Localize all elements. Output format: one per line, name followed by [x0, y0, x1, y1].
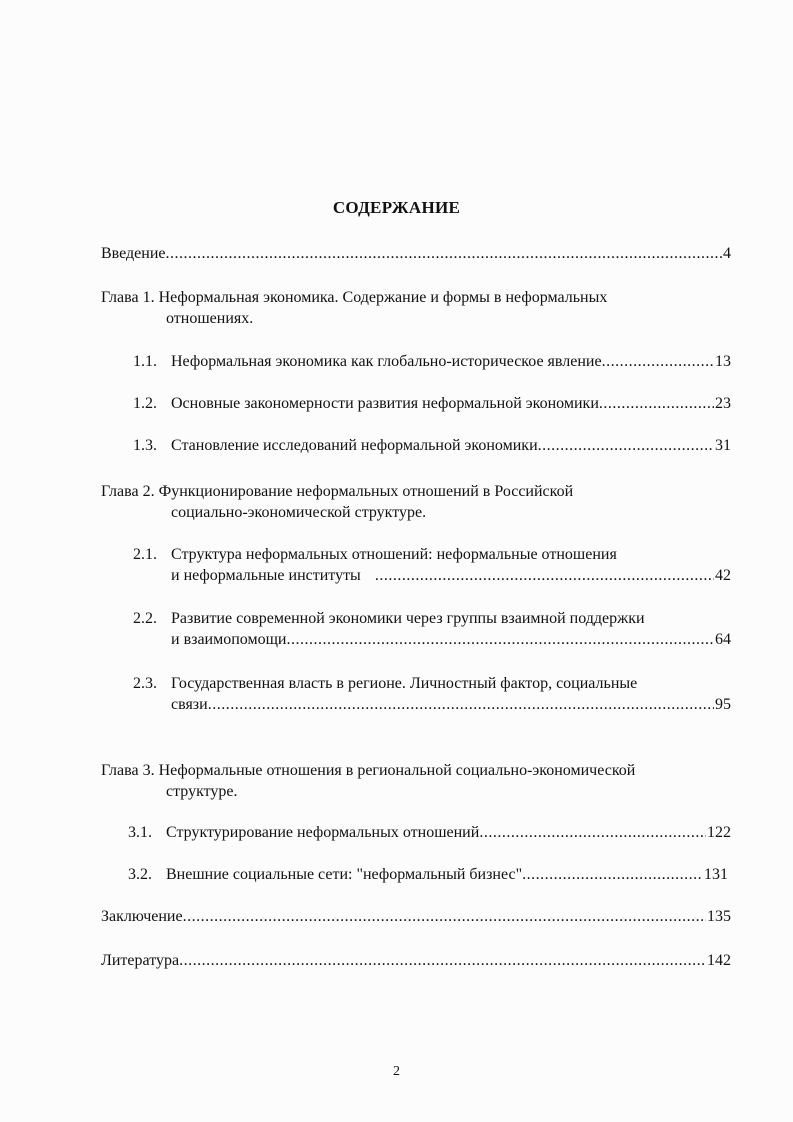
toc-entry-3-1[interactable] — [128, 823, 731, 843]
toc-leader — [287, 630, 715, 650]
toc-page-number: 4 — [723, 245, 731, 262]
toc-leader — [602, 352, 714, 372]
chapter-2-heading-cont: социально-экономической структуре. — [171, 504, 427, 521]
toc-leader — [522, 865, 703, 885]
toc-page-number: 135 — [707, 908, 731, 925]
toc-entry-2-2-line1[interactable] — [133, 609, 645, 629]
toc-entry-intro[interactable] — [101, 244, 731, 264]
toc-label: и неформальные институты — [171, 567, 361, 584]
toc-page-number: 95 — [715, 696, 731, 713]
toc-entry-2-3-line1[interactable] — [133, 674, 637, 694]
toc-label: Введение — [101, 245, 166, 262]
toc-label: Развитие современной экономики через группы взаимной поддержки — [171, 610, 645, 627]
toc-page-number: 23 — [715, 395, 731, 412]
section-number: 3.1. — [128, 824, 152, 841]
section-number: 2.3. — [133, 675, 157, 692]
section-number: 2.2. — [133, 610, 157, 627]
toc-label: Литература — [101, 952, 180, 969]
toc-leader — [538, 436, 714, 456]
toc-label: и взаимопомощи — [171, 631, 287, 648]
toc-leader — [375, 566, 714, 586]
toc-label: связи — [171, 696, 208, 713]
section-number: 1.1. — [133, 353, 157, 370]
toc-entry-2-2-line2[interactable] — [171, 630, 731, 650]
toc-page-number: 13 — [715, 353, 731, 370]
chapter-3-heading-cont: структуре. — [166, 783, 238, 800]
toc-page-number: 122 — [707, 824, 731, 841]
toc-page-number: 142 — [707, 952, 731, 969]
toc-page-number: 131 — [704, 866, 728, 883]
toc-entry-2-3-line2[interactable] — [171, 695, 731, 715]
toc-leader — [208, 695, 714, 715]
toc-label: Неформальная экономика как глобально-историческое явление — [171, 353, 602, 370]
toc-entry-1-2[interactable] — [133, 394, 731, 414]
section-number: 3.2. — [128, 866, 152, 883]
chapter-1-heading[interactable]: Глава 1. Неформальная экономика. Содержание и формы в неформальных — [101, 289, 608, 306]
toc-page-number: 31 — [715, 437, 731, 454]
page-number: 2 — [393, 1064, 400, 1079]
toc-label: Становление исследований неформальной экономики — [171, 437, 538, 454]
page-title: СОДЕРЖАНИЕ — [332, 198, 461, 217]
toc-entry-3-2[interactable] — [128, 865, 728, 885]
toc-page-number: 64 — [715, 631, 731, 648]
toc-entry-2-1-line1[interactable] — [133, 545, 617, 565]
toc-entry-conclusion[interactable] — [101, 907, 731, 927]
chapter-1-heading-cont: отношениях. — [166, 310, 254, 327]
toc-label: Основные закономерности развития неформальной экономики — [171, 395, 599, 412]
toc-leader — [183, 907, 706, 927]
toc-entry-2-1-line2[interactable] — [171, 566, 731, 586]
toc-leader — [166, 244, 723, 264]
toc-entry-1-1[interactable] — [133, 352, 731, 372]
toc-page-number: 42 — [715, 567, 731, 584]
toc-entry-1-3[interactable] — [133, 436, 731, 456]
section-number: 1.2. — [133, 395, 157, 412]
chapter-3-heading[interactable]: Глава 3. Неформальные отношения в региональной социально-экономической — [101, 762, 636, 779]
chapter-2-heading[interactable]: Глава 2. Функционирование неформальных отношений в Российской — [101, 483, 574, 500]
toc-label: Внешние социальные сети: "неформальный бизнес" — [166, 866, 523, 883]
toc-label: Структура неформальных отношений: неформальные отношения — [171, 546, 617, 563]
toc-label: Заключение — [101, 908, 183, 925]
toc-entry-literature[interactable] — [101, 951, 731, 971]
section-number: 2.1. — [133, 546, 157, 563]
toc-label: Структурирование неформальных отношений — [166, 824, 480, 841]
section-number: 1.3. — [133, 437, 157, 454]
toc-leader — [179, 951, 706, 971]
toc-leader — [599, 394, 714, 414]
toc-leader — [479, 823, 706, 843]
toc-label: Государственная власть в регионе. Личностный фактор, социальные — [171, 675, 638, 692]
